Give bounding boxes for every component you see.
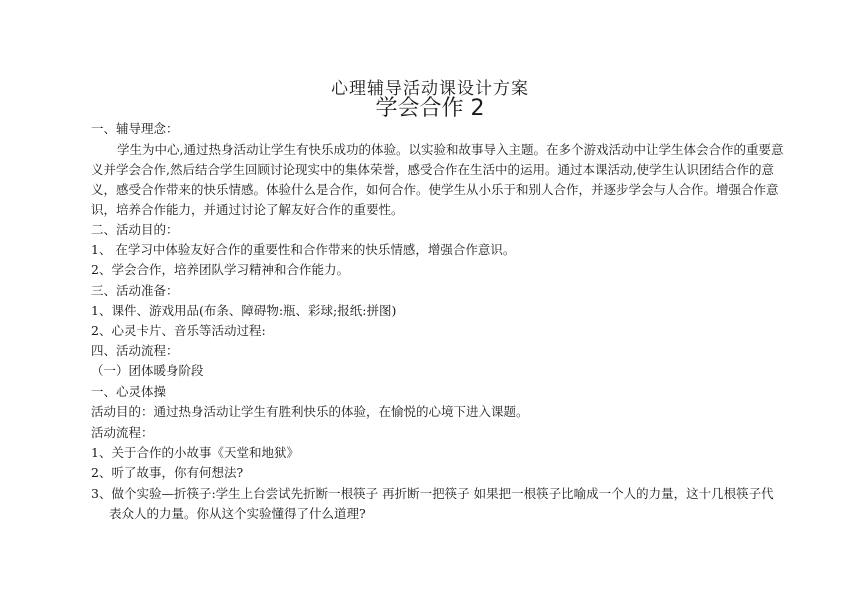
subsection-heading: 一、心灵体操 <box>91 384 167 399</box>
section-heading-goals: 二、活动目的： <box>91 222 179 237</box>
list-item: 2、听了故事，你有何想法? <box>91 465 244 480</box>
list-item: 2、学会合作，培养团队学习精神和合作能力。 <box>91 262 349 277</box>
section-heading-process: 四、活动流程： <box>91 343 179 358</box>
subsection-heading: （一）团体暖身阶段 <box>91 363 204 378</box>
paragraph-line: 学生为中心,通过热身活动让学生有快乐成功的体验。以实验和故事导入主题。在多个游戏活动中让学生体会合作的重要意 <box>117 142 784 157</box>
paragraph-line: 义，感受合作带来的快乐情感。体验什么是合作，如何合作。使学生从小乐于和别人合作，并逐步学会与人合作。增强合作意 <box>91 182 779 197</box>
paragraph-line: 活动流程： <box>91 425 154 440</box>
section-heading-preparation: 三、活动准备： <box>91 283 179 298</box>
list-item-continuation: 表众人的力量。你从这个实验懂得了什么道理? <box>109 506 366 521</box>
list-item: 3、做个实验—折筷子:学生上台尝试先折断一根筷子 再折断一把筷子 如果把一根筷子比喻成一个人的力量，这十几根筷子代 <box>91 486 774 501</box>
list-item: 1、关于合作的小故事《天堂和地狱》 <box>91 445 299 460</box>
paragraph-line: 义并学会合作,然后结合学生回顾讨论现实中的集体荣誉，感受合作在生活中的运用。通过本课活动,使学生认识团结合作的意 <box>91 162 774 177</box>
list-item: 2、心灵卡片、音乐等活动过程: <box>91 323 266 338</box>
list-item: 1、课件、游戏用品(布条、障碍物:瓶、彩球;报纸:拼图) <box>91 303 397 318</box>
paragraph-line: 活动目的：通过热身活动让学生有胜利快乐的体验，在愉悦的心境下进入课题。 <box>91 404 529 419</box>
list-item: 1、 在学习中体验友好合作的重要性和合作带来的快乐情感，增强合作意识。 <box>91 242 516 257</box>
document-subtitle: 学会合作 2 <box>375 96 485 121</box>
document-title: 心理辅导活动课设计方案 <box>331 79 529 99</box>
section-heading-philosophy: 一、辅导理念： <box>91 121 179 136</box>
paragraph-line: 识，培养合作能力，并通过讨论了解友好合作的重要性。 <box>91 202 404 217</box>
